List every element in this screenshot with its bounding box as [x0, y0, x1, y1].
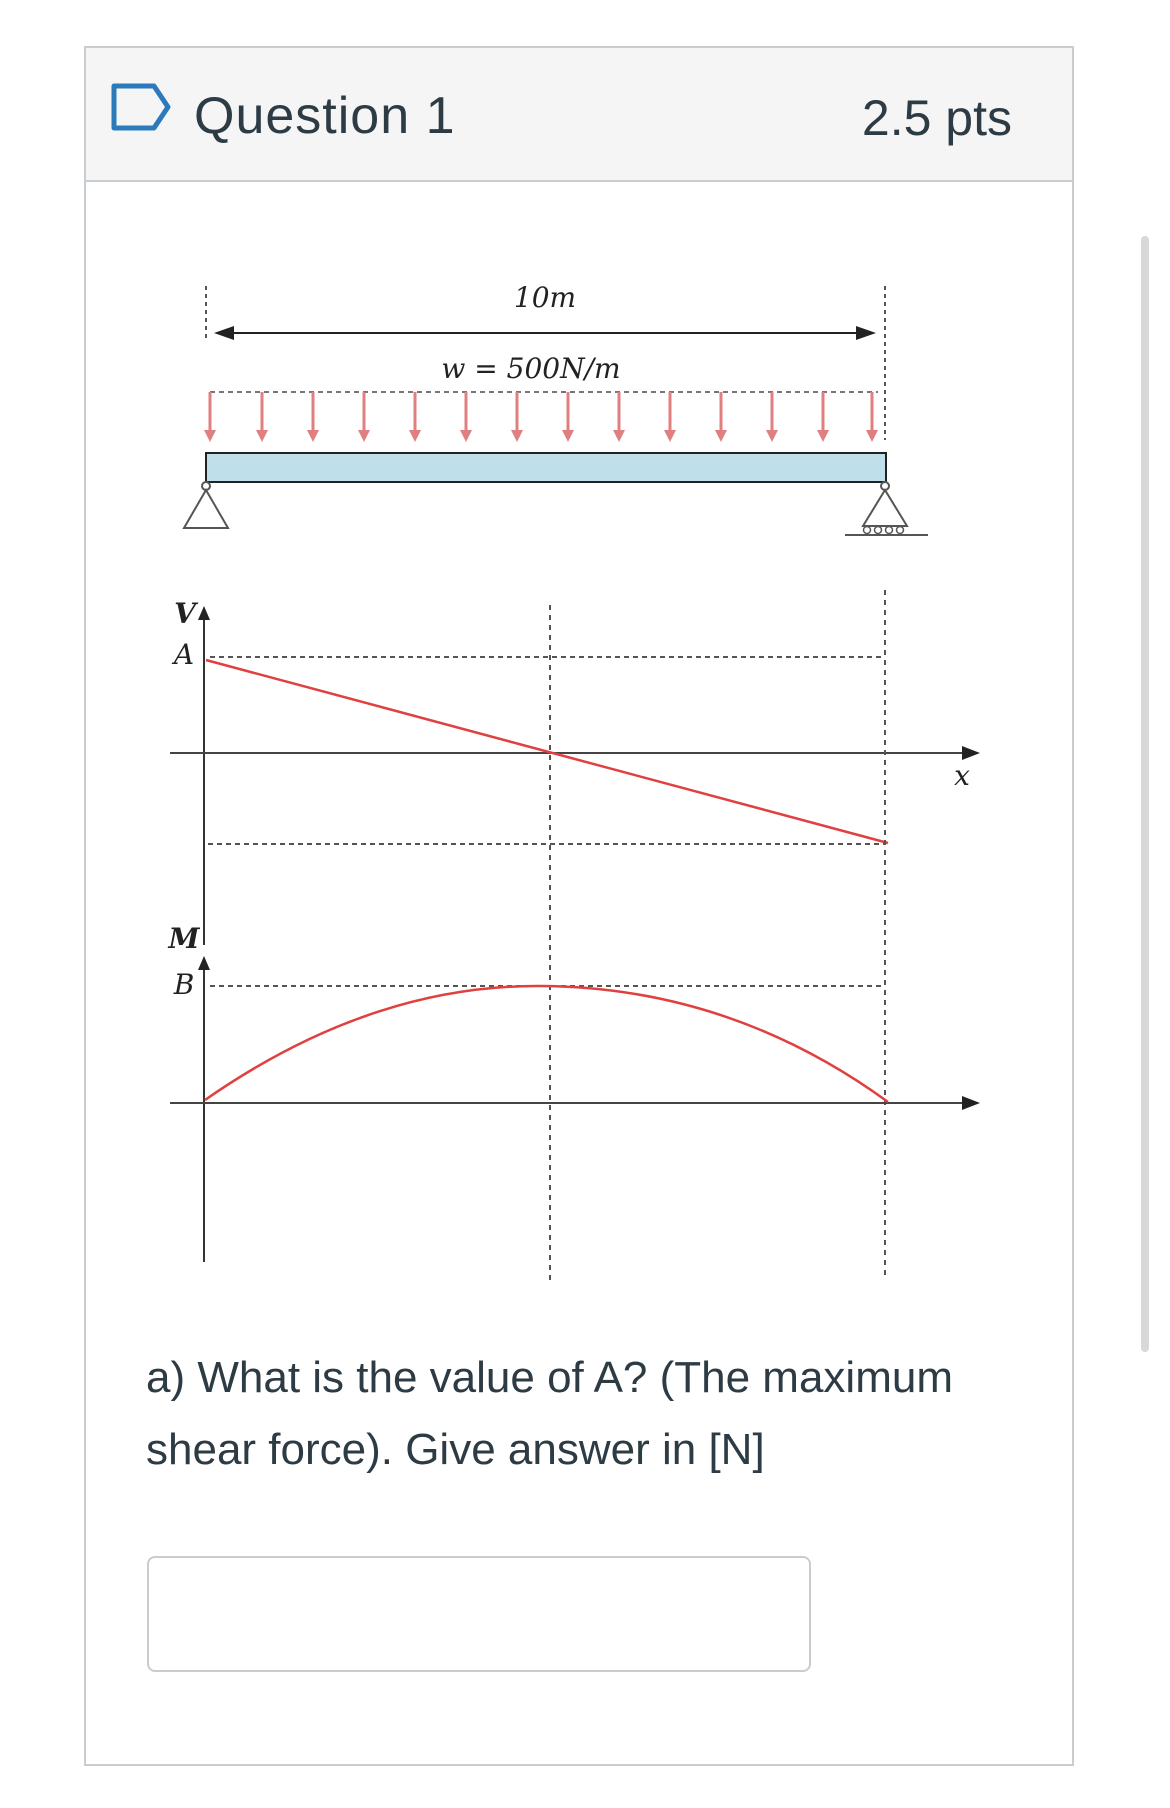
x-axis-label: x — [954, 759, 970, 792]
shear-axis-label: V — [174, 597, 196, 630]
beam — [206, 453, 886, 482]
distributed-load — [204, 352, 878, 442]
question-title: Question 1 — [194, 87, 456, 145]
question-points: 2.5 pts — [861, 90, 1012, 146]
shear-line — [206, 660, 888, 843]
load-label: w = 500N/m — [441, 352, 621, 385]
roller-support — [845, 482, 928, 535]
moment-value-label: B — [173, 968, 195, 1001]
answer-input[interactable] — [147, 1556, 811, 1672]
moment-diagram — [168, 922, 981, 1262]
question-prompt: a) What is the value of A? (The maximum shear force). Give answer in [N] — [146, 1353, 953, 1474]
shear-diagram — [170, 597, 980, 945]
shear-value-label: A — [173, 638, 195, 671]
moment-curve — [205, 986, 888, 1102]
moment-axis-label: M — [168, 922, 200, 955]
scrollbar[interactable] — [1141, 236, 1149, 1352]
span-label: 10m — [513, 281, 577, 314]
pin-support — [184, 482, 228, 528]
